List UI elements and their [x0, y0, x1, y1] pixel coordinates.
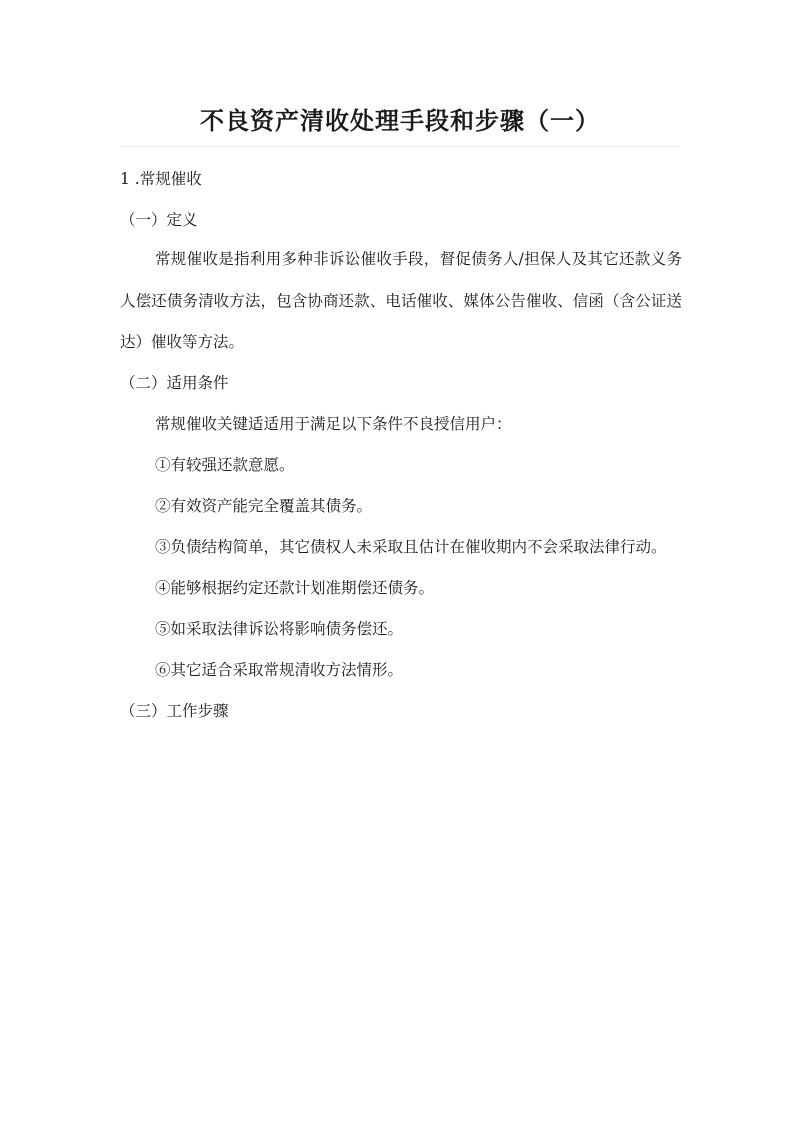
condition-item: ③负债结构简单，其它债权人未采取且估计在催收期内不会采取法律行动。: [155, 537, 667, 556]
conditions-intro: 常规催收关键适适用于满足以下条件不良授信用户：: [155, 414, 512, 433]
conditions-heading: （二）适用条件: [120, 373, 229, 392]
definition-paragraph: 常规催收是指利用多种非诉讼催收手段，督促债务人/担保人及其它还款义务人偿还债务清收方法，包含协商还款、电话催收、媒体公告催收、信函（含公证送达）催收等方法。: [120, 250, 682, 351]
document-title: 不良资产清收处理手段和步骤（一）: [200, 106, 600, 135]
definition-heading: （一）定义: [120, 211, 198, 229]
condition-item: ①有较强还款意愿。: [155, 455, 295, 474]
condition-item: ④能够根据约定还款计划准期偿还债务。: [155, 578, 435, 597]
document-body: [120, 168, 682, 722]
condition-item: ②有效资产能完全覆盖其债务。: [155, 496, 373, 515]
steps-heading: （三）工作步骤: [120, 701, 229, 720]
section-heading: 1 .常规催收: [120, 170, 202, 188]
condition-item: ⑥其它适合采取常规清收方法情形。: [155, 660, 404, 679]
condition-item: ⑤如采取法律诉讼将影响债务偿还。: [155, 619, 404, 638]
title-divider: [120, 146, 680, 147]
